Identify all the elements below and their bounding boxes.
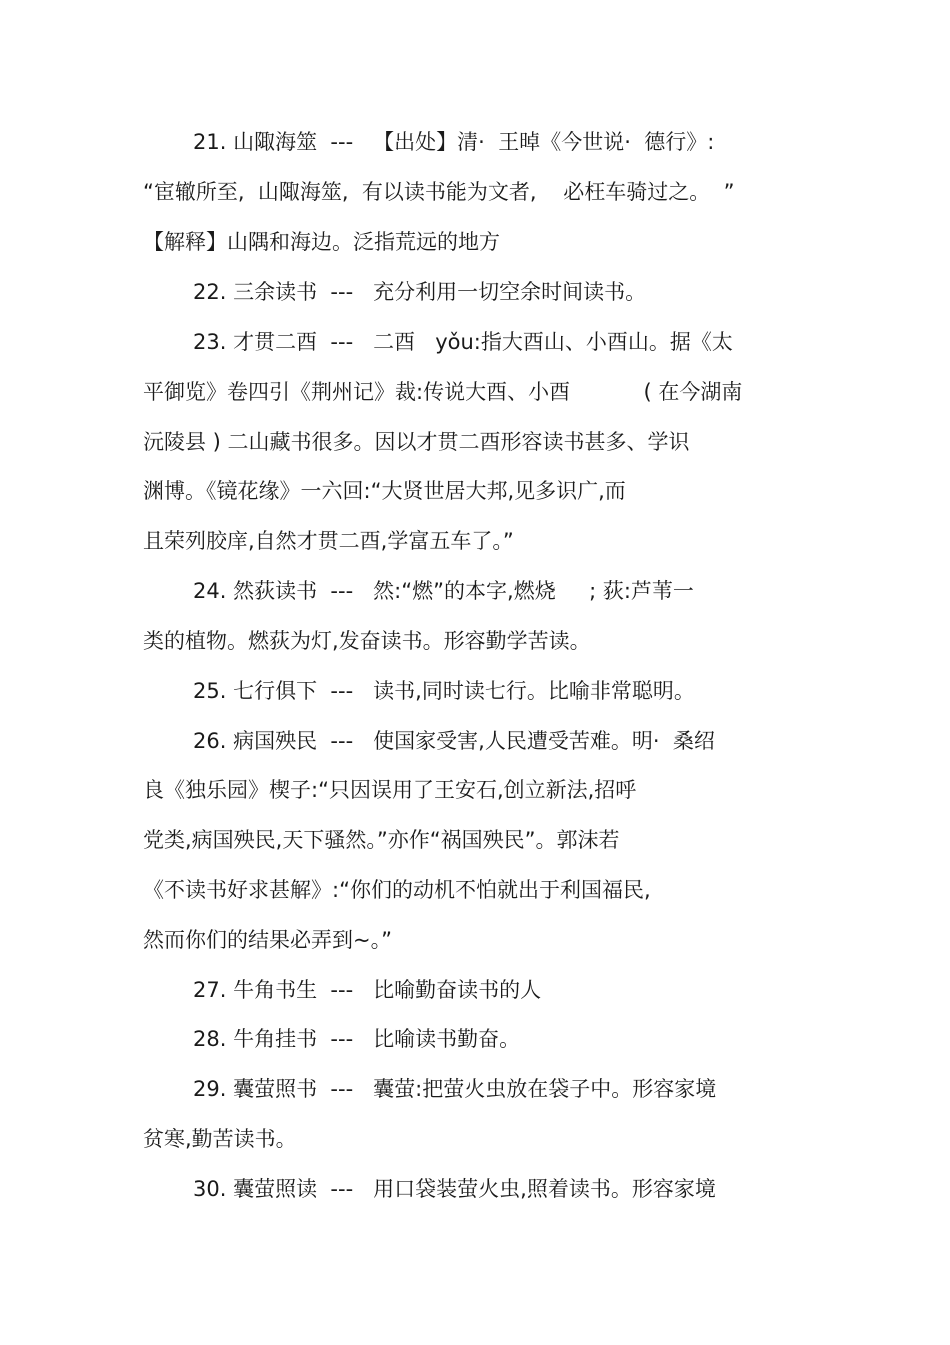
text-line: 《不读书好求甚解》:“你们的动机不怕就出于利国福民, <box>143 878 651 902</box>
text-line: 贫寒,勤苦读书。 <box>143 1127 297 1151</box>
text-line: 24. 然荻读书 --- 然:“燃”的本字,燃烧 ; 荻:芦苇一 <box>193 579 694 603</box>
text-line: 【解释】山隅和海边。泛指荒远的地方 <box>143 230 500 254</box>
text-line: 渊博。《镜花缘》一六回:“大贤世居大邦,见多识广,而 <box>143 479 626 503</box>
text-line: 且荣列胶庠,自然才贯二酉,学富五车了。” <box>143 529 514 553</box>
text-line: 类的植物。燃荻为灯,发奋读书。形容勤学苦读。 <box>143 629 591 653</box>
text-line: 28. 牛角挂书 --- 比喻读书勤奋。 <box>193 1027 521 1051</box>
text-line: 27. 牛角书生 --- 比喻勤奋读书的人 <box>193 978 542 1002</box>
text-line: 21. 山陬海筮 --- 【出处】清· 王晫《今世说· 德行》: <box>193 130 715 154</box>
text-line: 沅陵县 ) 二山藏书很多。因以才贯二酉形容读书甚多、学识 <box>143 430 690 454</box>
text-line: 23. 才贯二酉 --- 二酉 yǒu:指大酉山、小酉山。据《太 <box>193 330 733 354</box>
text-line: “宦辙所至, 山陬海筮, 有以读书能为文者, 必枉车骑过之。 ” <box>143 180 735 204</box>
text-line: 25. 七行俱下 --- 读书,同时读七行。比喻非常聪明。 <box>193 679 695 703</box>
text-line: 30. 囊萤照读 --- 用口袋装萤火虫,照着读书。形容家境 <box>193 1177 716 1201</box>
text-line: 然而你们的结果必弄到~。” <box>143 928 392 952</box>
text-line: 26. 病国殃民 --- 使国家受害,人民遭受苦难。明· 桑绍 <box>193 729 715 753</box>
text-line: 党类,病国殃民,天下骚然。”亦作“祸国殃民”。郭沫若 <box>143 828 620 852</box>
text-line: 22. 三余读书 --- 充分利用一切空余时间读书。 <box>193 280 647 304</box>
text-line: 良《独乐园》楔子:“只因误用了王安石,创立新法,招呼 <box>143 778 637 802</box>
text-line: 29. 囊萤照书 --- 囊萤:把萤火虫放在袋子中。形容家境 <box>193 1077 717 1101</box>
text-line: 平御览》卷四引《荆州记》裁:传说大酉、小酉 ( 在今湖南 <box>143 380 743 404</box>
